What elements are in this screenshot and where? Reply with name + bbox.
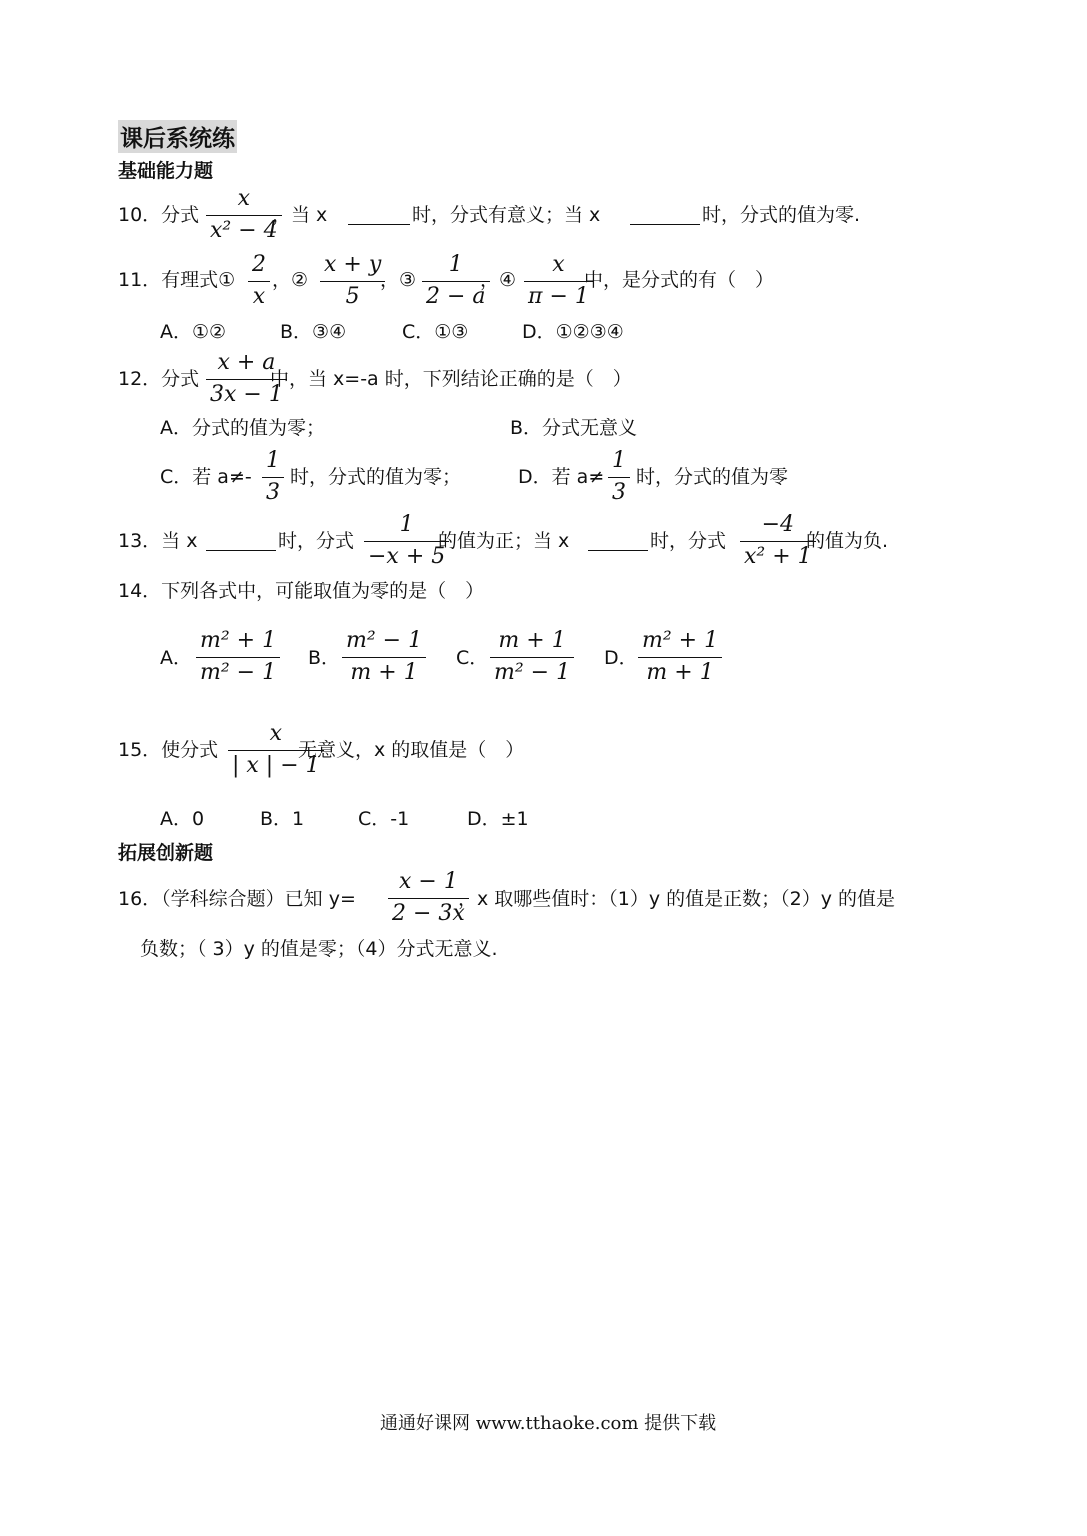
q15-lead: 15．使分式 <box>118 739 219 761</box>
q10-lead: 10．分式 <box>118 204 200 226</box>
q12-lead: 12．分式 <box>118 368 200 390</box>
q13-fraction-1 <box>364 512 449 570</box>
q11-option-b[interactable]: B．③④ <box>280 321 347 343</box>
q15-option-d[interactable]: D．±1 <box>467 808 529 830</box>
q12-option-c[interactable]: C．若 a≠- <box>160 466 252 488</box>
fraction-bar <box>608 477 630 478</box>
q13-mid2: 的值为正；当 x <box>438 530 570 552</box>
fraction-bar <box>638 657 722 658</box>
q11-f3-denominator: 2 − a <box>426 284 486 309</box>
q12-option-d-tail: 时，分式的值为零 <box>636 466 789 488</box>
q13-lead: 13．当 x <box>118 530 198 552</box>
q14-option-b-label[interactable]: B． <box>308 647 341 669</box>
q12-d-numerator: 1 <box>612 448 626 473</box>
q14-option-a-label[interactable]: A． <box>160 647 192 669</box>
q13-f2-denominator: x² + 1 <box>744 544 812 569</box>
q11-f1-numerator: 2 <box>252 252 266 277</box>
q11-f1-denominator: x <box>252 284 266 309</box>
q13-mid3: 时，分式 <box>650 530 727 552</box>
q12-option-d-fraction <box>608 448 630 506</box>
q14-option-d-label[interactable]: D． <box>604 647 638 669</box>
q10-blank-1[interactable] <box>348 206 410 225</box>
extend-heading: 拓展创新题 <box>118 842 214 864</box>
q14-option-c-fraction <box>490 628 574 686</box>
q13-mid1: 时，分式 <box>278 530 355 552</box>
q14-a-numerator: m² + 1 <box>200 628 277 653</box>
q15-option-c[interactable]: C．-1 <box>358 808 410 830</box>
section-title: 课后系统练 <box>118 120 237 153</box>
q10-mid1: ，当 x <box>272 204 328 226</box>
q12-option-d[interactable]: D．若 a≠ <box>518 466 605 488</box>
q10-fraction <box>206 186 282 244</box>
q12-option-c-fraction <box>262 448 284 506</box>
fraction-bar <box>388 898 469 899</box>
q16-denominator: 2 − 3x <box>392 901 465 926</box>
q12-d-denominator: 3 <box>612 480 626 505</box>
q12-tail: 中，当 x=-a 时，下列结论正确的是（ ） <box>270 368 632 390</box>
q12-option-a[interactable]: A．分式的值为零； <box>160 417 325 439</box>
q11-tail: 中，是分式的有（ ） <box>584 269 775 291</box>
q14-c-numerator: m + 1 <box>498 628 566 653</box>
q14-b-denominator: m + 1 <box>350 660 418 685</box>
fraction-bar <box>248 281 270 282</box>
fraction-bar <box>206 215 282 216</box>
q11-option-c[interactable]: C．①③ <box>402 321 469 343</box>
q13-blank-2[interactable] <box>588 532 648 551</box>
q11-f2-denominator: 5 <box>345 284 360 309</box>
q15-numerator: x <box>269 721 283 746</box>
q13-f1-numerator: 1 <box>399 512 414 537</box>
q14-a-denominator: m² − 1 <box>200 660 277 685</box>
q15-tail: 无意义，x 的取值是（ ） <box>298 739 525 761</box>
q14-option-d-fraction <box>638 628 722 686</box>
basic-heading: 基础能力题 <box>118 160 214 182</box>
q11-fraction-2 <box>320 252 385 310</box>
fraction-bar <box>490 657 574 658</box>
q13-blank-1[interactable] <box>206 532 276 551</box>
q11-option-d[interactable]: D．①②③④ <box>522 321 624 343</box>
q12-numerator: x + a <box>217 350 276 375</box>
fraction-bar <box>740 541 816 542</box>
q10-blank-2[interactable] <box>630 206 700 225</box>
q15-option-a[interactable]: A．0 <box>160 808 205 830</box>
q12-c-numerator: 1 <box>266 448 280 473</box>
q11-f4-denominator: π − 1 <box>528 284 589 309</box>
q13-f2-numerator: −4 <box>761 512 795 537</box>
q15-option-b[interactable]: B．1 <box>260 808 305 830</box>
q12-c-denominator: 3 <box>266 480 280 505</box>
q14-d-denominator: m + 1 <box>646 660 714 685</box>
fraction-bar <box>262 477 284 478</box>
q11-sep-2: ，② <box>272 269 309 291</box>
q16-numerator: x − 1 <box>399 869 458 894</box>
q10-denominator: x² − 4 <box>210 218 278 243</box>
q16-tail: ，x 取哪些值时：（1）y 的值是正数；（2）y 的值是 <box>458 888 896 910</box>
q11-f2-numerator: x + y <box>324 252 382 277</box>
q11-fraction-1 <box>248 252 270 310</box>
q10-mid2: 时，分式有意义；当 x <box>412 204 601 226</box>
q11-option-a[interactable]: A．①② <box>160 321 227 343</box>
q12-denominator: 3x − 1 <box>210 382 283 407</box>
fraction-bar <box>364 541 449 542</box>
q16-fraction <box>388 869 469 927</box>
q14-option-a-fraction <box>196 628 280 686</box>
q14-c-denominator: m² − 1 <box>494 660 571 685</box>
q11-sep-3: ，③ <box>380 269 417 291</box>
q13-f1-denominator: −x + 5 <box>368 544 446 569</box>
footer-credit: 通通好课网 www.tthaoke.com 提供下载 <box>380 1413 717 1434</box>
q11-fraction-4 <box>524 252 593 310</box>
q11-f3-numerator: 1 <box>448 252 463 277</box>
q11-sep-4: ，④ <box>480 269 517 291</box>
q16-line2: 负数；（ 3）y 的值是零；（4）分式无意义. <box>140 938 498 960</box>
q11-f4-numerator: x <box>552 252 565 277</box>
q11-lead: 11．有理式① <box>118 269 236 291</box>
q14-option-c-label[interactable]: C． <box>456 647 489 669</box>
q10-numerator: x <box>237 186 251 211</box>
q12-option-b[interactable]: B．分式无意义 <box>510 417 638 439</box>
fraction-bar <box>342 657 426 658</box>
q14-option-b-fraction <box>342 628 426 686</box>
q14-lead: 14．下列各式中，可能取值为零的是（ ） <box>118 580 485 602</box>
q13-fraction-2 <box>740 512 816 570</box>
q15-denominator: | x | − 1 <box>232 753 320 778</box>
q14-d-numerator: m² + 1 <box>642 628 719 653</box>
q14-b-numerator: m² − 1 <box>346 628 423 653</box>
fraction-bar <box>320 281 385 282</box>
q10-tail: 时，分式的值为零. <box>702 204 861 226</box>
q16-lead: 16．（学科综合题）已知 y= <box>118 888 356 910</box>
fraction-bar <box>524 281 593 282</box>
q12-option-c-tail: 时，分式的值为零； <box>290 466 462 488</box>
fraction-bar <box>196 657 280 658</box>
q13-tail: 的值为负. <box>806 530 889 552</box>
